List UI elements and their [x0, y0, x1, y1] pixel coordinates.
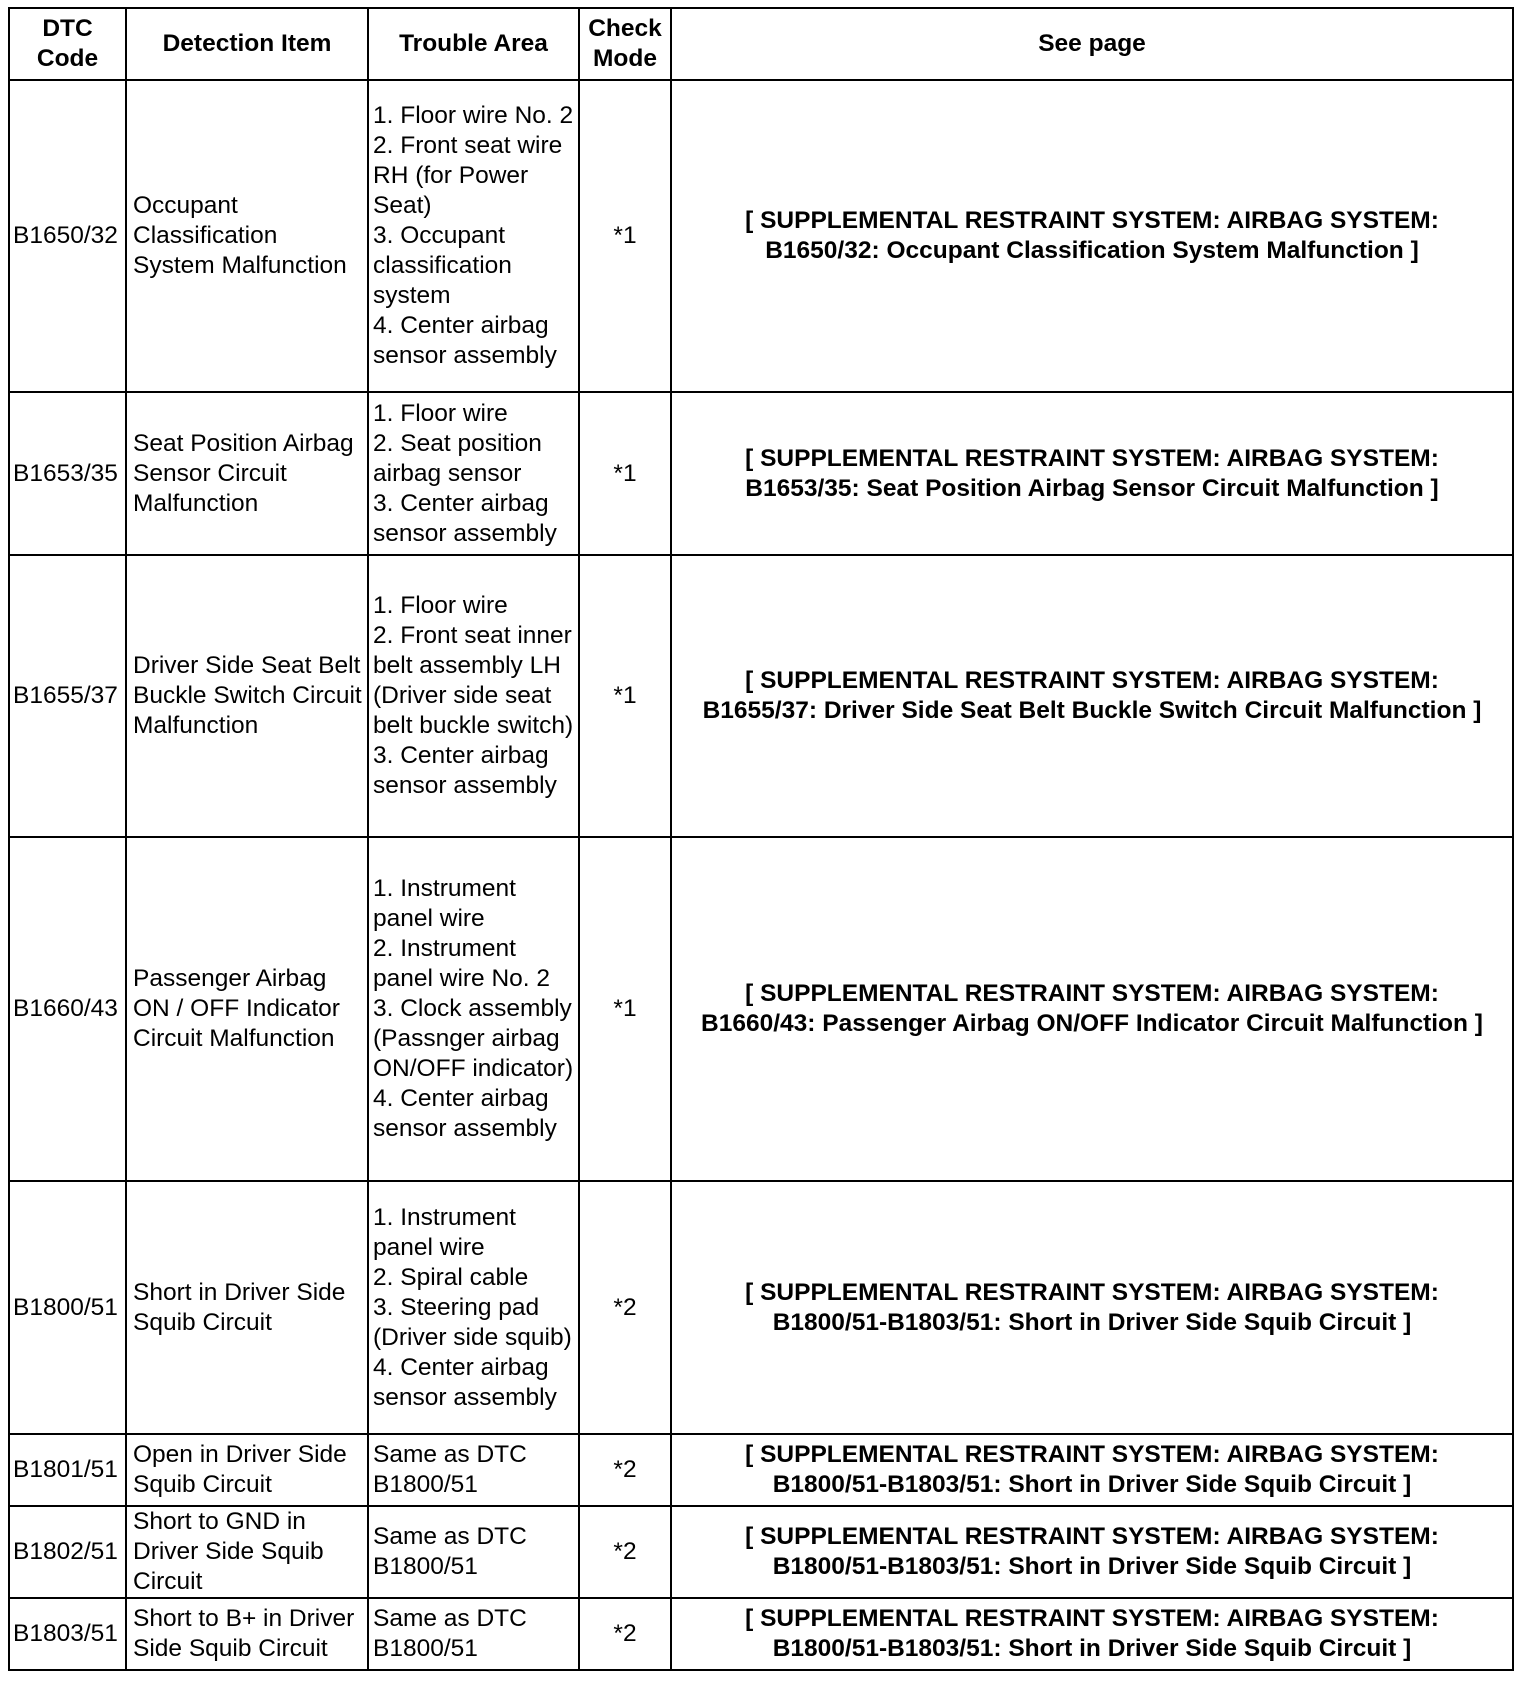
- see-page-cell: [671, 80, 1513, 392]
- dtc-code-cell: B1802/51: [9, 1506, 126, 1598]
- trouble-area-entry: 2. Seat position airbag sensor: [373, 429, 542, 487]
- see-page-cell: [671, 1506, 1513, 1598]
- trouble-area-entry: Same as DTC B1800/51: [373, 1605, 527, 1662]
- detection-item-cell: Occupant Classification System Malfunction: [126, 80, 368, 392]
- table-body: [9, 80, 1513, 1670]
- table-header-row: [9, 8, 1513, 80]
- check-mode-cell: *2: [579, 1598, 671, 1670]
- trouble-area-entry: 2. Spiral cable: [373, 1263, 529, 1291]
- see-page-link-text: B1800/51-B1803/51: Short in Driver Side Squib Circuit ]: [772, 1308, 1412, 1336]
- header-dtc-code: DTC Code: [9, 8, 126, 80]
- detection-item-cell: Seat Position Airbag Sensor Circuit Malfunction: [126, 392, 368, 555]
- dtc-code-cell: B1655/37: [9, 555, 126, 837]
- see-page-link-text: B1650/32: Occupant Classification System Malfunction ]: [765, 237, 1419, 264]
- trouble-area-entry: 3. Center airbag sensor assembly: [373, 742, 557, 799]
- see-page-link-text: [ SUPPLEMENTAL RESTRAINT SYSTEM: AIRBAG SYSTEM:: [745, 980, 1439, 1007]
- trouble-area-cell: [368, 1598, 579, 1670]
- dtc-code-cell: B1660/43: [9, 837, 126, 1181]
- dtc-code-cell: B1803/51: [9, 1598, 126, 1670]
- trouble-area-entry: 1. Instrument panel wire: [373, 875, 516, 932]
- trouble-area-entry: 1. Instrument panel wire: [373, 1203, 516, 1261]
- table-row: [9, 1598, 1513, 1670]
- trouble-area-entry: Same as DTC B1800/51: [373, 1523, 527, 1580]
- dtc-code-cell: B1801/51: [9, 1434, 126, 1506]
- see-page-link-text: B1660/43: Passenger Airbag ON/OFF Indicator Circuit Malfunction ]: [701, 1010, 1483, 1037]
- see-page-cell: [671, 392, 1513, 555]
- detection-item-cell: Passenger Airbag ON / OFF Indicator Circuit Malfunction: [126, 837, 368, 1181]
- trouble-area-cell: [368, 80, 579, 392]
- trouble-area-entry: 1. Floor wire No. 2: [373, 102, 574, 129]
- trouble-area-entry: 1. Floor wire: [373, 399, 508, 427]
- see-page-link-text: [ SUPPLEMENTAL RESTRAINT SYSTEM: AIRBAG SYSTEM:: [745, 1278, 1439, 1306]
- see-page-link-text: [ SUPPLEMENTAL RESTRAINT SYSTEM: AIRBAG SYSTEM:: [745, 667, 1439, 694]
- trouble-area-entry: 4. Center airbag sensor assembly: [373, 312, 557, 369]
- trouble-area-entry: 3. Center airbag sensor assembly: [373, 489, 557, 547]
- see-page-link-text: [ SUPPLEMENTAL RESTRAINT SYSTEM: AIRBAG SYSTEM:: [745, 1605, 1439, 1632]
- trouble-area-entry: 4. Center airbag sensor assembly: [373, 1353, 557, 1411]
- detection-item-cell: Short to B+ in Driver Side Squib Circuit: [126, 1598, 368, 1670]
- see-page-link-text: [ SUPPLEMENTAL RESTRAINT SYSTEM: AIRBAG SYSTEM:: [745, 207, 1439, 234]
- trouble-area-cell: [368, 555, 579, 837]
- table-row: [9, 80, 1513, 392]
- header-trouble-area: Trouble Area: [368, 8, 579, 80]
- see-page-cell: [671, 1434, 1513, 1506]
- check-mode-cell: *2: [579, 1181, 671, 1434]
- detection-item-cell: Short to GND in Driver Side Squib Circuit: [126, 1506, 368, 1598]
- dtc-code-cell: B1650/32: [9, 80, 126, 392]
- trouble-area-entry: 4. Center airbag sensor assembly: [373, 1085, 557, 1142]
- check-mode-cell: *1: [579, 392, 671, 555]
- see-page-cell: [671, 1181, 1513, 1434]
- table-row: [9, 1506, 1513, 1598]
- detection-item-cell: Short in Driver Side Squib Circuit: [126, 1181, 368, 1434]
- see-page-link-text: [ SUPPLEMENTAL RESTRAINT SYSTEM: AIRBAG SYSTEM:: [745, 444, 1439, 472]
- trouble-area-cell: [368, 392, 579, 555]
- trouble-area-entry: 1. Floor wire: [373, 592, 508, 619]
- table-row: [9, 392, 1513, 555]
- see-page-cell: [671, 837, 1513, 1181]
- trouble-area-entry: 3. Occupant classification system: [373, 222, 512, 309]
- check-mode-cell: *2: [579, 1506, 671, 1598]
- see-page-link-text: [ SUPPLEMENTAL RESTRAINT SYSTEM: AIRBAG SYSTEM:: [745, 1523, 1439, 1550]
- see-page-link-text: B1800/51-B1803/51: Short in Driver Side Squib Circuit ]: [772, 1635, 1412, 1662]
- table-row: [9, 1434, 1513, 1506]
- trouble-area-entry: Same as DTC B1800/51: [373, 1441, 527, 1498]
- trouble-area-cell: [368, 837, 579, 1181]
- trouble-area-cell: [368, 1434, 579, 1506]
- check-mode-cell: *2: [579, 1434, 671, 1506]
- trouble-area-cell: [368, 1506, 579, 1598]
- header-detection-item: Detection Item: [126, 8, 368, 80]
- check-mode-cell: *1: [579, 80, 671, 392]
- see-page-link-text: B1655/37: Driver Side Seat Belt Buckle Switch Circuit Malfunction ]: [702, 697, 1482, 724]
- trouble-area-cell: [368, 1181, 579, 1434]
- detection-item-cell: Open in Driver Side Squib Circuit: [126, 1434, 368, 1506]
- trouble-area-entry: 2. Front seat inner belt assembly LH (Driver side seat belt buckle switch): [373, 622, 574, 739]
- detection-item-cell: Driver Side Seat Belt Buckle Switch Circuit Malfunction: [126, 555, 368, 837]
- dtc-code-cell: B1653/35: [9, 392, 126, 555]
- dtc-table: [8, 7, 1514, 1671]
- trouble-area-entry: 3. Steering pad (Driver side squib): [373, 1293, 572, 1351]
- table-row: [9, 837, 1513, 1181]
- see-page-link-text: B1800/51-B1803/51: Short in Driver Side Squib Circuit ]: [772, 1471, 1412, 1498]
- header-check-mode: Check Mode: [579, 8, 671, 80]
- see-page-cell: [671, 555, 1513, 837]
- dtc-code-cell: B1800/51: [9, 1181, 126, 1434]
- trouble-area-entry: 2. Instrument panel wire No. 2: [373, 935, 551, 992]
- check-mode-cell: *1: [579, 837, 671, 1181]
- see-page-link-text: B1653/35: Seat Position Airbag Sensor Circuit Malfunction ]: [745, 474, 1439, 502]
- trouble-area-entry: 2. Front seat wire RH (for Power Seat): [373, 132, 563, 219]
- see-page-link-text: [ SUPPLEMENTAL RESTRAINT SYSTEM: AIRBAG SYSTEM:: [745, 1441, 1439, 1468]
- header-see-page: See page: [671, 8, 1513, 80]
- table-row: [9, 555, 1513, 837]
- see-page-link-text: B1800/51-B1803/51: Short in Driver Side Squib Circuit ]: [772, 1553, 1412, 1580]
- check-mode-cell: *1: [579, 555, 671, 837]
- trouble-area-entry: 3. Clock assembly (Passnger airbag ON/OFF indicator): [373, 995, 574, 1082]
- table-row: [9, 1181, 1513, 1434]
- see-page-cell: [671, 1598, 1513, 1670]
